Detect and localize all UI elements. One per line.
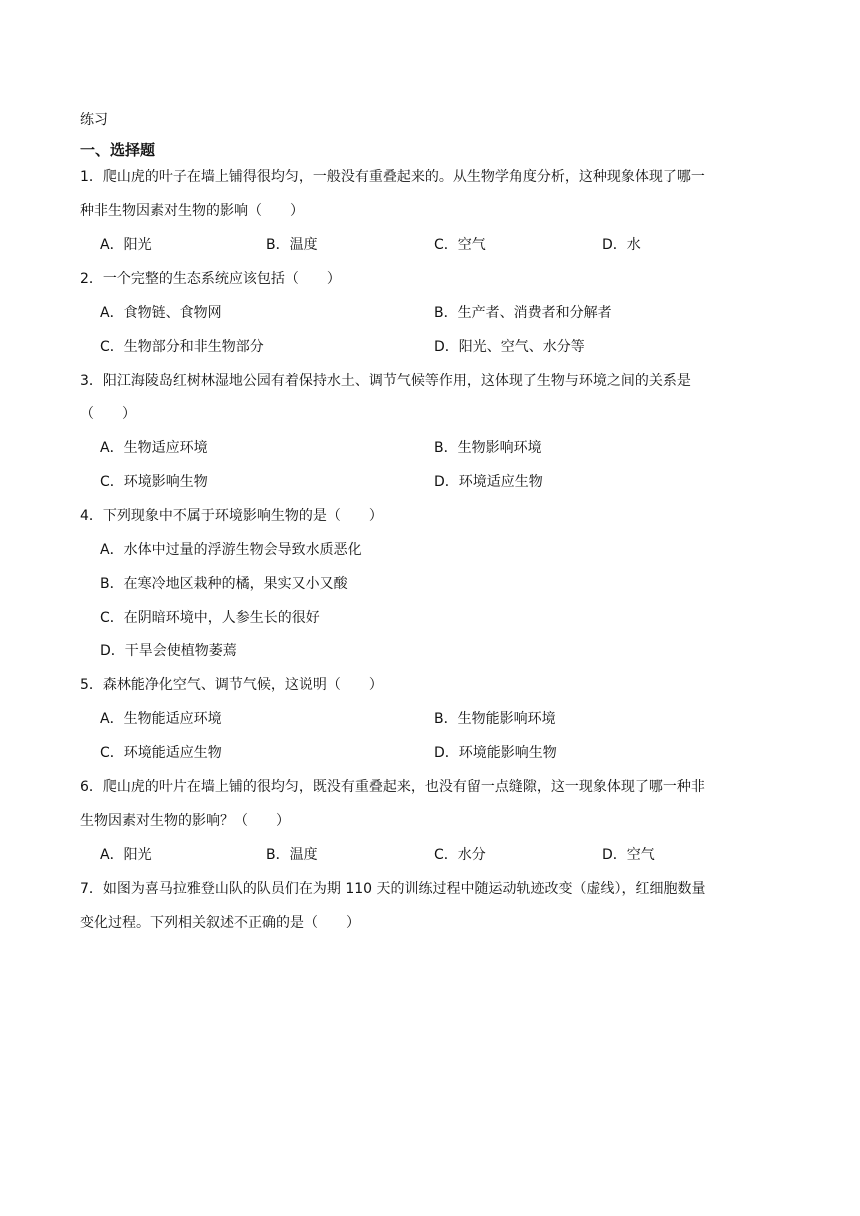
question-4-stem-line-1: 4．下列现象中不属于环境影响生物的是（ ）: [80, 508, 383, 524]
question-5-option-d: D．环境能影响生物: [434, 745, 557, 761]
question-1-option-a: A．阳光: [100, 237, 152, 253]
question-1-stem-line-2: 种非生物因素对生物的影响（ ）: [80, 203, 304, 219]
question-6-stem-line-1: 6．爬山虎的叶片在墙上铺的很均匀，既没有重叠起来，也没有留一点缝隙，这一现象体现了哪一种非: [80, 779, 705, 795]
question-1-stem-line-1: 1．爬山虎的叶子在墙上铺得很均匀，一般没有重叠起来的。从生物学角度分析，这种现象体现了哪一: [80, 169, 705, 185]
question-6-option-b: B．温度: [266, 847, 318, 863]
question-1-option-b: B．温度: [266, 237, 318, 253]
question-6-stem-line-2: 生物因素对生物的影响？（ ）: [80, 813, 290, 829]
question-5-option-a: A．生物能适应环境: [100, 711, 222, 727]
question-3-option-c: C．环境影响生物: [100, 474, 208, 490]
question-1-option-d: D．水: [602, 237, 641, 253]
question-3-stem-line-2: （ ）: [80, 406, 136, 422]
question-2-option-d: D．阳光、空气、水分等: [434, 339, 585, 355]
question-5-option-b: B．生物能影响环境: [434, 711, 556, 727]
question-5-option-c: C．环境能适应生物: [100, 745, 222, 761]
section-heading: 一、选择题: [80, 141, 156, 159]
question-3-option-d: D．环境适应生物: [434, 474, 543, 490]
question-7-stem-line-2: 变化过程。下列相关叙述不正确的是（ ）: [80, 915, 360, 931]
question-4-option-b: B．在寒冷地区栽种的橘，果实又小又酸: [100, 576, 348, 592]
question-7-stem-line-1: 7．如图为喜马拉雅登山队的队员们在为期 110 天的训练过程中随运动轨迹改变（虚线），红细胞数量: [80, 881, 706, 897]
question-3-option-b: B．生物影响环境: [434, 440, 542, 456]
question-3-stem-line-1: 3．阳江海陵岛红树林湿地公园有着保持水土、调节气候等作用，这体现了生物与环境之间的关系是: [80, 373, 691, 389]
question-4-option-a: A．水体中过量的浮游生物会导致水质恶化: [100, 542, 362, 558]
question-4-option-d: D．干旱会使植物萎蔫: [100, 643, 237, 659]
question-5-stem-line-1: 5．森林能净化空气、调节气候，这说明（ ）: [80, 677, 383, 693]
question-6-option-c: C．水分: [434, 847, 486, 863]
question-2-stem-line-1: 2．一个完整的生态系统应该包括（ ）: [80, 271, 341, 287]
question-6-option-a: A．阳光: [100, 847, 152, 863]
question-1-option-c: C．空气: [434, 237, 486, 253]
question-6-option-d: D．空气: [602, 847, 655, 863]
question-2-option-c: C．生物部分和非生物部分: [100, 339, 264, 355]
question-4-option-c: C．在阴暗环境中，人参生长的很好: [100, 610, 320, 626]
question-2-option-a: A．食物链、食物网: [100, 305, 222, 321]
question-2-option-b: B．生产者、消费者和分解者: [434, 305, 612, 321]
document-title: 练习: [80, 112, 108, 128]
question-3-option-a: A．生物适应环境: [100, 440, 208, 456]
